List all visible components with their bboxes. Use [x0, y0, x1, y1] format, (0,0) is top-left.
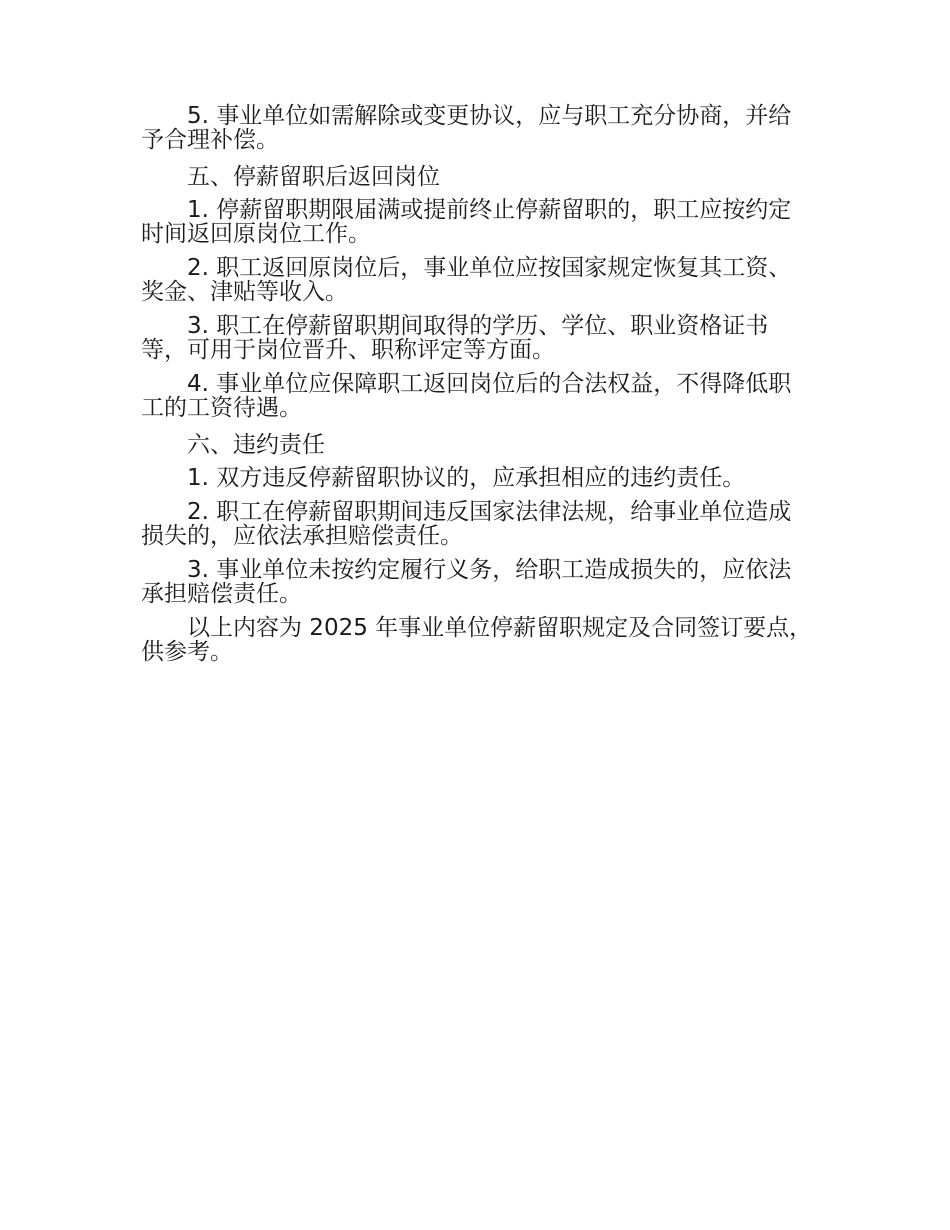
paragraph-item-2-employee-compensation: 2. 职工在停薪留职期间违反国家法律法规，给事业单位造成损失的，应依法承担赔偿责任。 [141, 499, 792, 549]
paragraph-item-3-qualifications: 3. 职工在停薪留职期间取得的学历、学位、职业资格证书等，可用于岗位晋升、职称评定等方面。 [141, 313, 769, 363]
document-body [141, 104, 813, 674]
paragraph-item-5-terminate-agreement: 5. 事业单位如需解除或变更协议，应与职工充分协商，并给予合理补偿。 [141, 103, 792, 153]
paragraph-item-3-employer-compensation: 3. 事业单位未按约定履行义务，给职工造成损失的，应依法承担赔偿责任。 [141, 557, 792, 607]
paragraph-item-1-breach: 1. 双方违反停薪留职协议的，应承担相应的违约责任。 [187, 465, 746, 491]
paragraph-item-4-protect-rights: 4. 事业单位应保障职工返回岗位后的合法权益，不得降低职工的工资待遇。 [141, 371, 792, 421]
paragraph-item-1-return-on-time: 1. 停薪留职期限届满或提前终止停薪留职的，职工应按约定时间返回原岗位工作。 [141, 197, 792, 247]
section-heading-return-to-post: 五、停薪留职后返回岗位 [187, 164, 440, 190]
paragraph-item-2-restore-income: 2. 职工返回原岗位后，事业单位应按国家规定恢复其工资、奖金、津贴等收入。 [141, 255, 792, 305]
section-heading-liability: 六、违约责任 [187, 432, 325, 458]
paragraph-closing-note: 以上内容为 2025 年事业单位停薪留职规定及合同签订要点，供参考。 [141, 615, 813, 665]
